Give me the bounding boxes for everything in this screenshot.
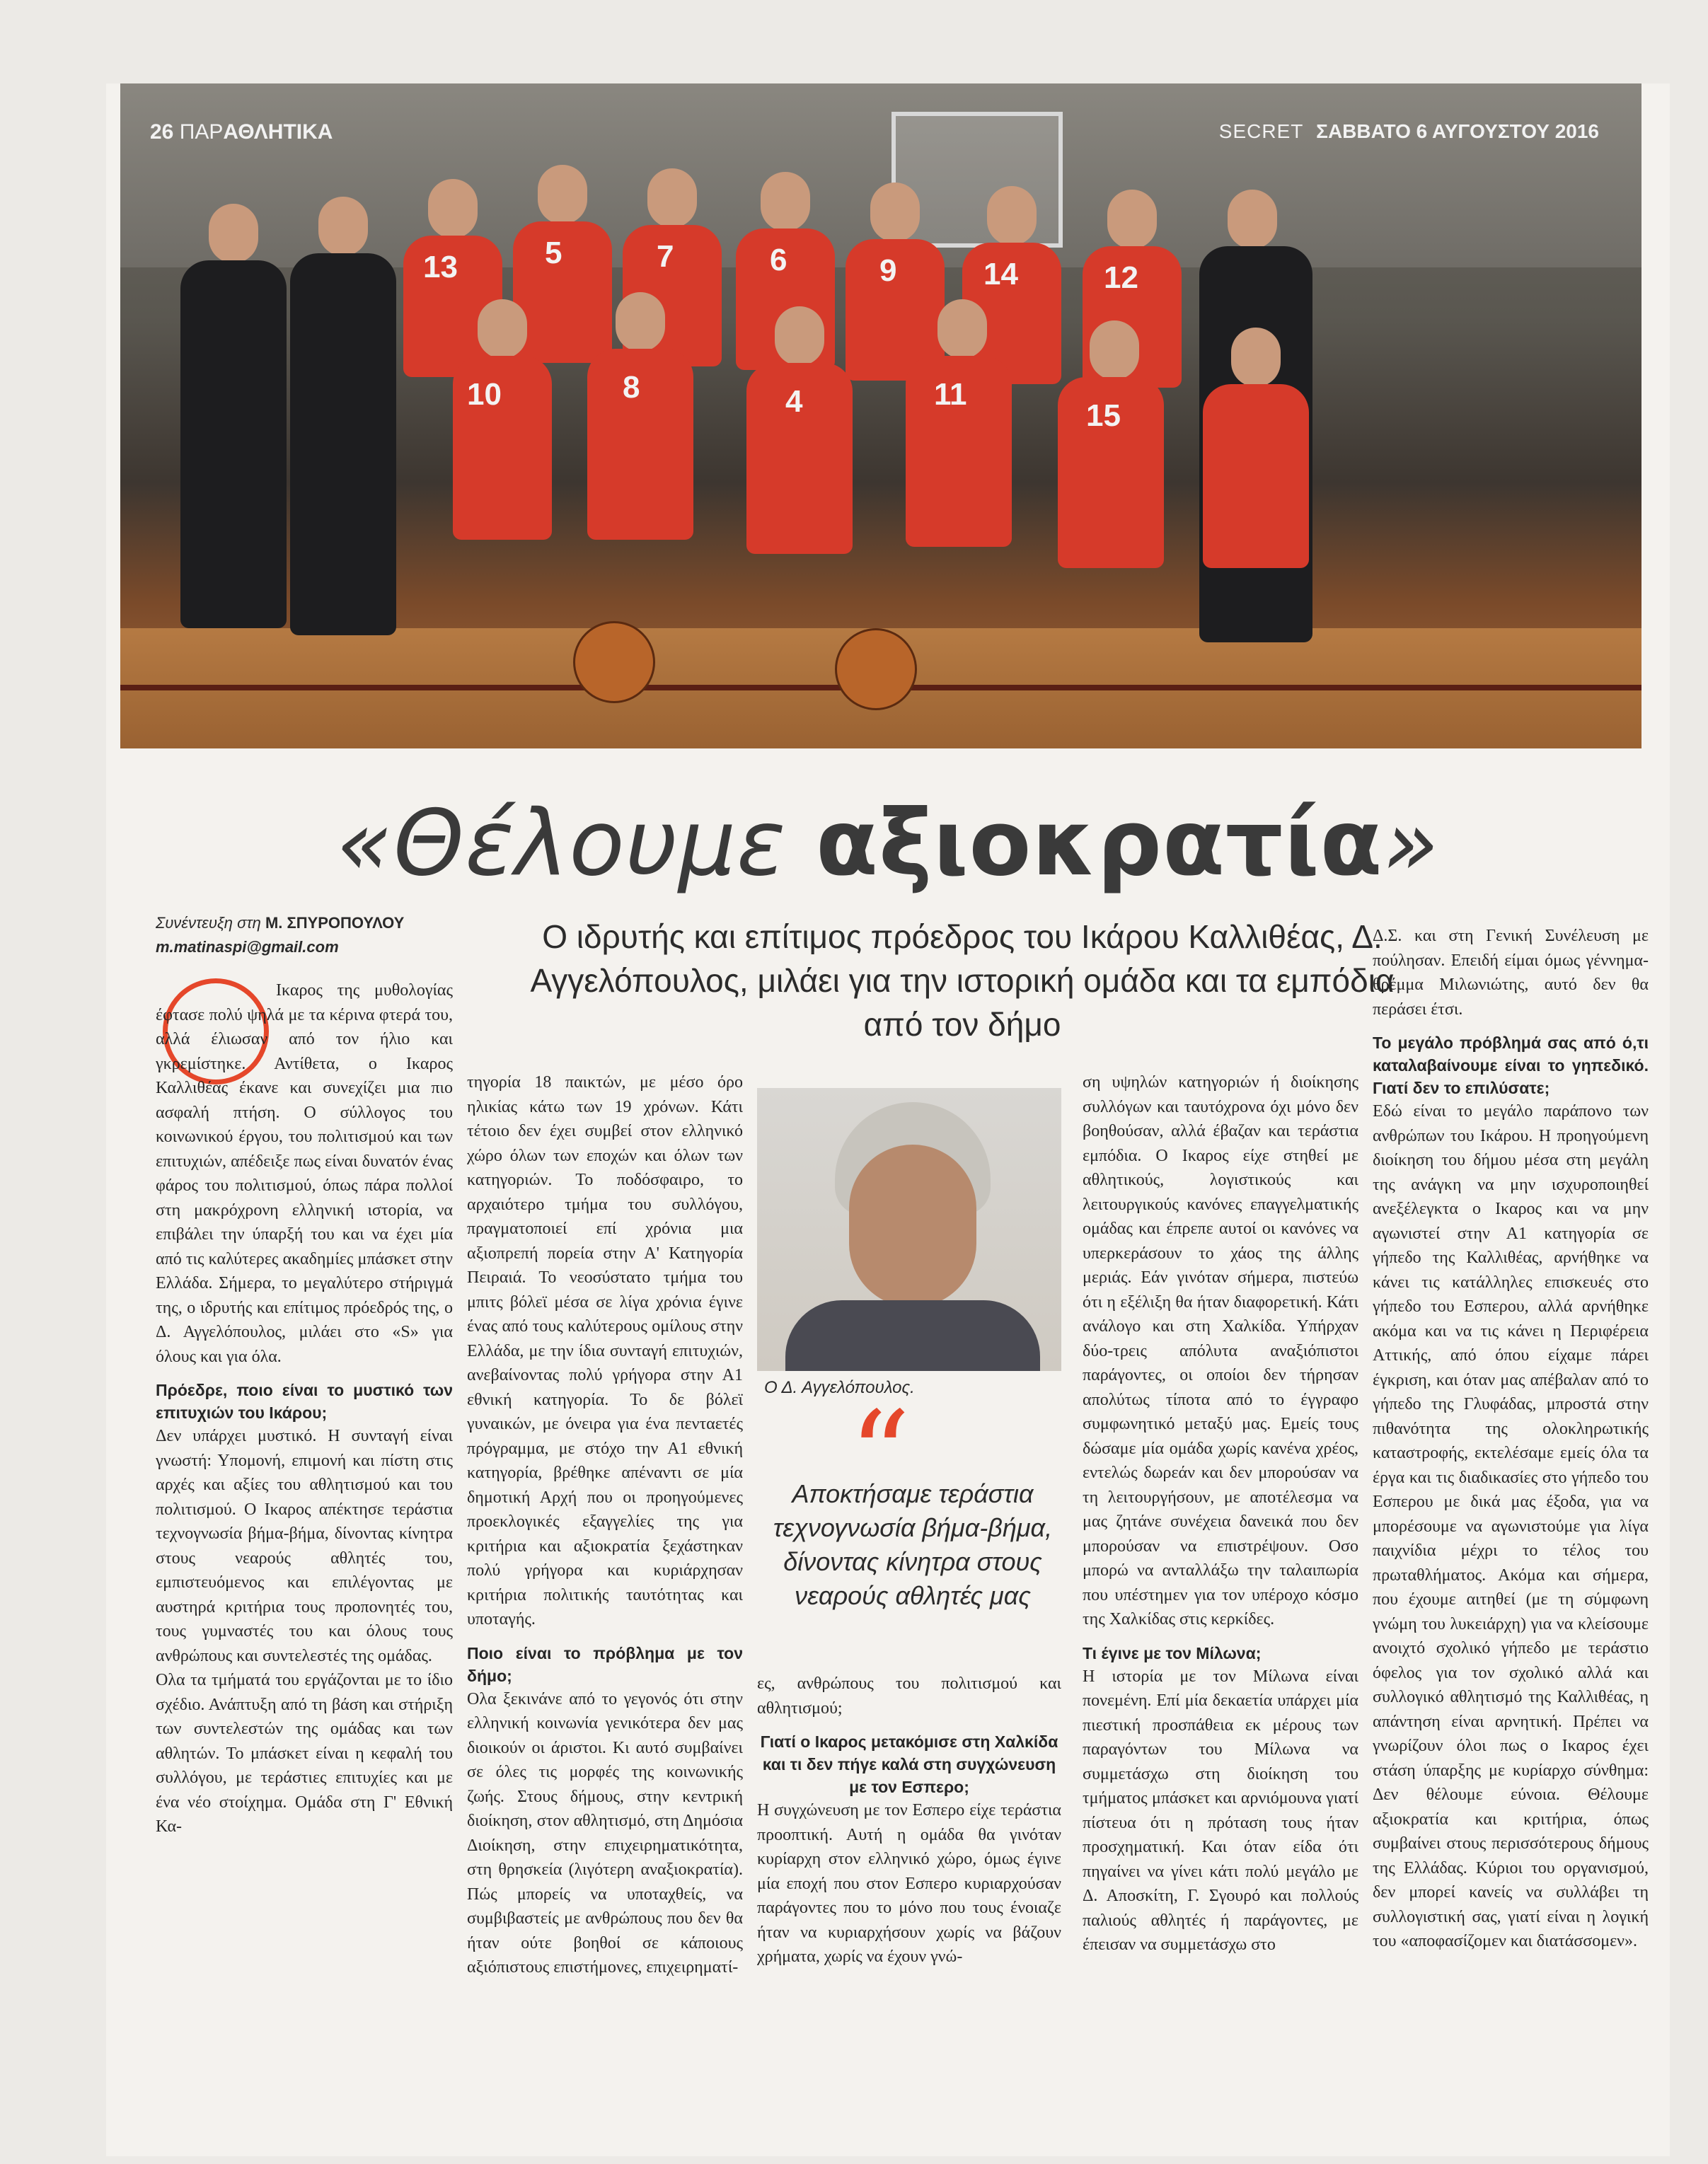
column-3 [757, 1672, 1061, 1969]
headline-bold: αξιοκρατία [816, 791, 1383, 896]
publication-brand: SECRET [1218, 120, 1304, 142]
issue-date: ΣΑΒΒΑΤΟ 6 ΑΥΓΟΥΣΤΟΥ 2016 [1316, 120, 1599, 142]
coach-figure [290, 253, 396, 635]
pull-quote: Αποκτήσαμε τεράστια τεχνογνωσία βήμα-βήμα, δίνοντας κίνητρα στους νεαρούς αθλητές μας [773, 1479, 1053, 1610]
article-lead: Ικαρος της μυθολογίας έφτασε πολύ ψηλά με τα κέρινα φτερά του, αλλά έλιωσαν από τον ήλιο και γκρεμίστηκε. Αντίθετα, ο Ικαρος Καλλιθέας έκανε και συνεχίζει μια πιο ασφαλή πτήση. Ο σύλλογος του κοινωνικού έργου, του πολιτισμού και των επιτυχιών, απέδειξε πως είναι δυνατόν ένας φάρος του πολιτισμού, όπως πάρα πολλοί στη μακρόχρονη ελληνική ιστορία, να επιβάλει την ύπαρξή του και να έχει μία από τις καλύτερες ακαδημίες μπάσκετ στην Ελλάδα. Σήμερα, το μεγαλύτερο στήριγμά της, ο ιδρυτής και επίτιμος πρόεδρός της, ο Δ. Αγγελόπουλος, μιλάει στο «S» για όλους και για όλα. [156, 981, 453, 1366]
player-jersey [746, 363, 853, 554]
page-header-left [150, 120, 333, 144]
article-deck: Ο ιδρυτής και επίτιμος πρόεδρος του Ικάρου Καλλιθέας, Δ. Αγγελόπουλος, μιλάει για την ιστορική ομάδα και τα εμπόδια από τον δήμο [530, 918, 1395, 1043]
column-4 [1083, 1070, 1358, 1957]
team-photo [120, 83, 1641, 748]
byline-prefix: Συνέντευξη στη [156, 914, 261, 932]
player-head [761, 172, 810, 231]
player-jersey [1203, 384, 1309, 568]
quote-mark-icon: “ [849, 1386, 911, 1526]
answer-4-end: Δ.Σ. και στη Γενική Συνέλευση με πούλησαν. Επειδή είμαι όμως γέννημα- θρέμμα Μιλωνιώτης, αυτό δεν θα περάσει έτσι. [1373, 927, 1649, 1019]
jersey-number: 9 [879, 253, 897, 288]
jersey-number: 14 [983, 257, 1018, 291]
answer-4: Η ιστορία με τον Μίλωνα είναι πονεμένη. Επί μία δεκαετία υπάρχει μία πιεστική προσπάθεια εκ μέρους των παραγόντων του Μίλωνα να συμμετάσχω στη διοίκηση του τμήματος μπάσκετ και αρνιόμουνα γιατί πίστευα ότι η πρόταση τους ήταν προσχηματική. Και όταν είδα ότι πηγαίνει να γίνει κάτι πολύ μεγάλο με Δ. Αποσκίτη, Γ. Σγουρό και πολλούς παλιούς αθλητές ή παράγοντες, με έπεισαν να συμμετάσχω στο [1083, 1667, 1358, 1954]
jersey-number: 10 [467, 377, 502, 412]
question-1: Πρόεδρε, ποιο είναι το μυστικό των επιτυχιών του Ικάρου; [156, 1381, 453, 1422]
player-jersey [587, 349, 693, 540]
section-name: ΑΘΛΗΤΙΚΑ [223, 120, 333, 144]
player-head [1231, 328, 1281, 387]
answer-3-end: ση υψηλών κατηγοριών ή διοίκησης συλλόγων και ταυτόχρονα όχι μόνο δεν βοηθούσαν, αλλά έβαζαν και τεράστια εμπόδια. Ο Ικαρος είχε στηθεί με αθλητικούς, λογιστικούς και λειτουργικούς κανόνες επαγγελματικής ομάδας και έπρεπε αυτοί οι κανόνες να υπερκεράσουν το χάος της άλλης μεριάς. Εάν γινόταν σήμερα, πιστεύω ότι η εξέλιξη θα ήταν διαφορετική. Κάτι ανάλογο και στη Χαλκίδα. Υπήρχαν δύο-τρεις απόλυτα αναξιόπιστοι παράγοντες, οι οποίοι δεν τήρησαν απολύτως τίποτα από το έγγραφο συμφωνητικό μεταξύ μας. Εμείς τους δώσαμε μία ομάδα χωρίς κανένα χρέος, εντελώς δωρεάν και δεν μπορούσαν να τη λειτουργήσουν, με αποτέλεσμα να μας ζητάνε συνέχεια δανεικά που δεν μπορούσαν να επιστρέψουν. Οσο μπορώ να ανταλλάξω την ταλαιπωρία που υπέστημεν για τον υπέροχο κόσμο της Χαλκίδας στις κερκίδες. [1083, 1073, 1358, 1628]
headline-open-quote: « [336, 791, 393, 896]
section-prefix: ΠΑΡ [179, 120, 224, 144]
player-head [428, 179, 478, 238]
player-jersey [513, 221, 612, 363]
answer-2: Ολα ξεκινάνε από το γεγονός ότι στην ελληνική κοινωνία γενικότερα δεν μας διοικούν οι άριστοι. Κι αυτό συμβαίνει σε όλες τις μορφές της κοινωνικής ζωής. Στους δήμους, στην κεντρική διοίκηση, στον αθλητισμό, στη Δημόσια Διοίκηση, στην επιχειρηματικότητα, στη θρησκεία (λιγότερη αναξιοκρατία). Πώς μπορείς να υποταχθείς, να συμβιβαστείς με ανθρώπους που δεν θα ήταν ούτε βοηθοί σε κάποιους αξιόπιστους επιστήμονες, επιχειρηματί- [467, 1689, 743, 1977]
portrait-shirt [785, 1300, 1040, 1371]
page-number: 26 [150, 120, 174, 144]
question-2: Ποιο είναι το πρόβλημα με τον δήμο; [467, 1643, 743, 1685]
basketball-icon [573, 621, 655, 703]
answer-5: Εδώ είναι το μεγάλο παράπονο των ανθρώπων του Ικάρου. Η προηγούμενη διοίκηση του δήμου μέσα στη μεγάλη της ανάγκη να μην ισχυροποιηθεί ανεξέλεγκτα ο Ικαρος και να μην αγωνιστεί στην Α1 κατηγορία σε γήπεδο της Καλλιθέας, αρνήθηκε να κάνει τις κατάλληλες επισκευές στο γήπεδο του Εσπερου, αλλά αρνήθηκε ακόμα και να τις κάνει η Περιφέρεια Αττικής, από όπου είχαμε πάρει έγκριση, και όταν μας απέβαλαν από το γήπεδο της Γλυφάδας, μπροστά στην πιθανότητα της ολοκληρωτικής καταστροφής, εκτελέσαμε εμείς όλα τα έργα και τις διαδικασίες στο γήπεδο του Εσπερου με δικά μας έξοδα, για να μπορέσουμε να αγωνιστούμε για λίγα παιχνίδια μέχρι το τέλος του πρωταθλήματος. Ακόμα και σήμερα, που έχουμε αιτηθεί (με τη σύμφωνη γνώμη του λυκειάρχη) για να κλείσουμε ανοιχτό σχολικό γήπεδο με τεράστιο όφελος για τον σχολικό αλλά και συλλογικό αθλητισμό της Καλλιθέας, η απάντηση είναι αρνητική. Πρέπει να γνωρίζουν όλοι πως ο Ικαρος έχει στάση ύπαρξης με κυρίαρχο σύνθημα: Δεν θέλουμε εύνοια. Θέλουμε αξιοκρατία και κριτήρια, όπως συμβαίνει στους περισσότερους δήμους της Ελλάδας. Κύριοι του οργανισμού, δεν μπορεί κανείς να συλλάβει τη συλλογιστική σας, γιατί είναι η λογική του «αποφασίζομεν και διατάσσομεν». [1373, 1102, 1649, 1950]
column-5 [1373, 924, 1649, 1954]
answer-1-end: τηγορία 18 παικτών, με μέσο όρο ηλικίας κάτω των 19 χρόνων. Κάτι τέτοιο δεν έχει συμβεί στον ελληνικό χώρο όλων των εποχών και όλων των κατηγοριών. Το ποδόσφαιρο, το αρχαιότερο τμήμα του συλλόγου, πραγματοποιεί επί χρόνια μια αξιοπρεπή πορεία στην Α' Κατηγορία Πειραιά. Το νεοσύστατο τμήμα του μπιτς βόλεϊ μέσα σε λίγα χρόνια έγινε ένας από τους καλύτερους ομίλους στην Ελλάδα, με την ίδια συνταγή επιτυχιών, ανεβαίνοντας πολύ γρήγορα στην Α1 εθνική κατηγορία. Το δε βόλεϊ γυναικών, με όνειρα για ένα πενταετές πρόγραμμα, με στόχο την Α1 εθνική κατηγορία, βρέθηκε απέναντι σε μία δημοτική Αρχή που οι προηγούμενες προεκλογικές εξαγγελίες της για κριτήρια και αξιοκρατία ξεχάστηκαν πολύ γρήγορα και κυριάρχησαν κριτήρια πολιτικής ταυτότητας και υποταγής. [467, 1073, 743, 1628]
answer-1: Δεν υπάρχει μυστικό. Η συνταγή είναι γνωστή: Υπομονή, επιμονή και πίστη στις αρχές και αξίες του αθλητισμού και του πολιτισμού. Ο Ικαρος απέκτησε τεράστια τεχνογνωσία βήμα-βήμα, δίνοντας κίνητρα στους νεαρούς αθλητές του, εμπιστευόμενος και επιλέγοντας με αυστηρά κριτήρια τους προπονητές του, τους γυμναστές του και όλους τους ανθρώπους και συντελεστές της ομάδας. [156, 1427, 453, 1665]
newspaper-page [106, 83, 1670, 2156]
portrait-face [849, 1145, 976, 1307]
jersey-number: 11 [934, 377, 967, 412]
player-head [1107, 190, 1157, 249]
player-head [775, 306, 824, 366]
byline-author: Μ. ΣΠΥΡΟΠΟΥΛΟΥ [265, 914, 405, 932]
question-3: Γιατί ο Ικαρος μετακόμισε στη Χαλκίδα και τι δεν πήγε καλά στη συγχώνευση με τον Εσπερο; [760, 1732, 1058, 1796]
answer-3: Η συγχώνευση με τον Εσπερο είχε τεράστια προοπτική. Αυτή η ομάδα θα γινόταν κυρίαρχη στον ελληνικό χώρο, όμως έγινε μία εποχή που στον Εσπερο κυριαρχούσαν παράγοντες που το μόνο που τους ένοιαζε ήταν να κυριαρχήσουν χωρίς να βάζουν χρήματα, χωρίς να έχουν γνώ- [757, 1801, 1061, 1966]
player-head [1228, 190, 1277, 249]
interviewee-portrait [757, 1088, 1061, 1371]
jersey-number: 12 [1104, 260, 1138, 295]
headline-light: Θέλουμε [393, 791, 816, 896]
player-head [538, 165, 587, 224]
jersey-number: 8 [623, 370, 640, 405]
player-head [647, 168, 697, 228]
question-5: Το μεγάλο πρόβλημά σας από ό,τι καταλαβαίνουμε είναι το γηπεδικό. Γιατί δεν το επιλύσατε; [1373, 1034, 1649, 1097]
column-1 [156, 978, 453, 1839]
player-head [1090, 320, 1139, 380]
article-headline [106, 791, 1670, 896]
player-head [478, 299, 527, 359]
jersey-number: 7 [657, 239, 674, 274]
byline-email: m.matinaspi@gmail.com [156, 938, 339, 956]
jersey-number: 15 [1086, 398, 1121, 433]
jersey-number: 6 [770, 243, 787, 277]
jersey-number: 5 [545, 236, 562, 270]
player-jersey [453, 356, 552, 540]
player-head [318, 197, 368, 256]
jersey-number: 13 [423, 250, 458, 284]
page-header-right [1219, 120, 1599, 143]
player-head [937, 299, 987, 359]
basketball-icon [835, 628, 917, 710]
player-head [987, 186, 1037, 245]
photo-caption: Ο Δ. Αγγελόπουλος. [764, 1378, 915, 1397]
answer-1-continued: Ολα τα τμήματά του εργάζονται με το ίδιο σχέδιο. Ανάπτυξη από τη βάση και στήριξη των συντελεστών της ομάδας και των αθλητών. Το μπάσκετ είναι η κεφαλή του συλλόγου, με τεράστιες επιτυχίες και με ένα νέο στοίχημα. Ομάδα στη Γ' Εθνική Κα- [156, 1671, 453, 1836]
player-jersey [906, 356, 1012, 547]
coach-figure [180, 260, 287, 628]
column-2 [467, 1070, 743, 1980]
byline [156, 911, 404, 959]
question-4: Τι έγινε με τον Μίλωνα; [1083, 1643, 1262, 1662]
player-head [616, 292, 665, 352]
headline-close-quote: » [1383, 791, 1440, 896]
player-head [870, 183, 920, 242]
player-jersey [1058, 377, 1164, 568]
jersey-number: 4 [785, 384, 803, 419]
player-head [209, 204, 258, 263]
answer-2-end: ες, ανθρώπους του πολιτισμού και αθλητισμού; [757, 1674, 1061, 1718]
